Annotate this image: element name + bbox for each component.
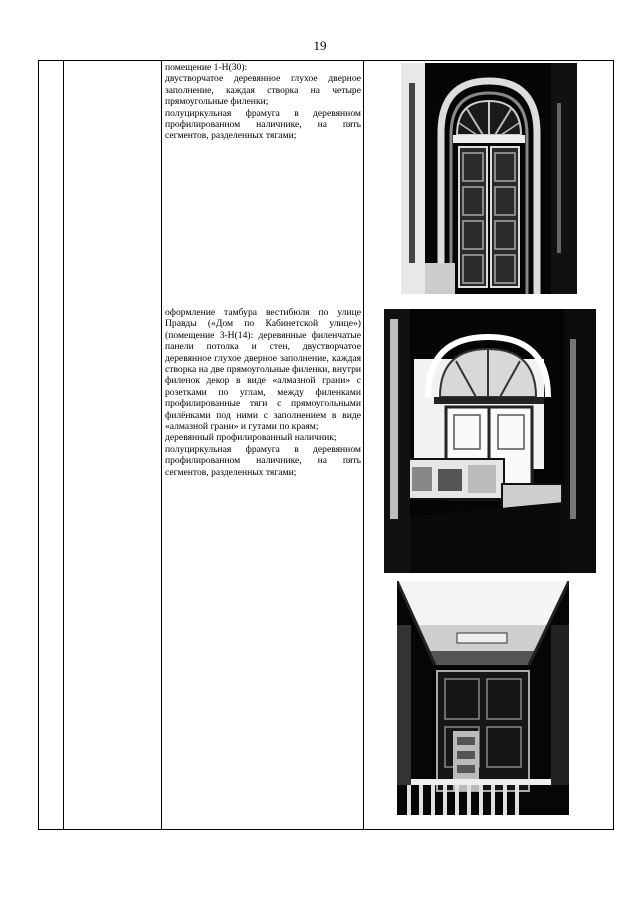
row2-line: деревянный профилированный наличник;	[165, 432, 337, 444]
photo-arched-door-room-1n30	[401, 63, 577, 294]
row1-line: полуциркульная фрамуга в деревянном профилированном наличнике, на пять сегментов, разделенных тягами;	[165, 107, 361, 142]
row2-line: оформление тамбура вестибюля по улице Правды («Дом по Кабинетской улице») (помещение 3-Н(14): деревянные филенчатые панели потолка и стен, двустворчатое деревянное глухое дверное заполнение, каждая створка на две прямоугольные филенки, внутри филенок декор в виде «алмазной грани» с розетками по углам, между филенками профилированные тяги с прямоугольными филёнками под ними с заполнением в виде «алмазной грани» и гутами по краям;	[165, 307, 361, 433]
column-divider	[161, 61, 162, 829]
row1-line: двустворчатое деревянное глухое дверное заполнение, каждая створка на четыре прямоугольные филенки;	[165, 73, 361, 108]
photo-vestibule-paneled-ceiling	[397, 581, 569, 815]
photo-vestibule-arched-window	[384, 309, 596, 573]
row1-line: помещение 1-Н(30):	[165, 62, 248, 73]
row2-line: полуциркульная фрамуга в деревянном профилированном наличнике, на пять сегментов, разделенных тягами;	[165, 443, 361, 478]
column-divider	[363, 61, 364, 829]
row2-description	[165, 307, 361, 478]
column-divider	[63, 61, 64, 829]
page-number: 19	[313, 38, 327, 53]
monument-table	[38, 60, 614, 830]
row1-description	[165, 62, 361, 142]
